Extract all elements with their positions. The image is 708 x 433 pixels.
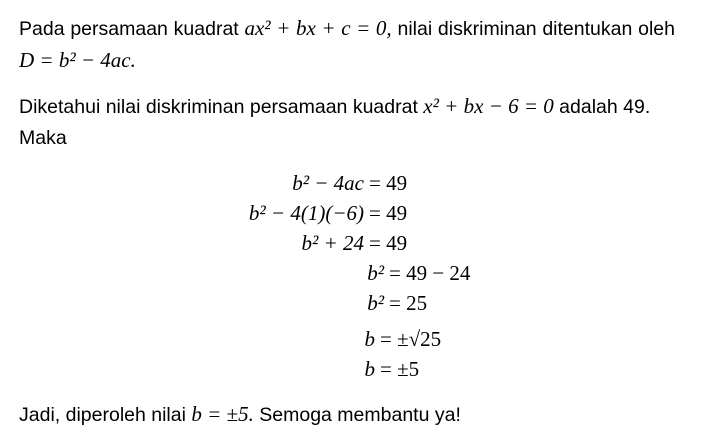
equation-rhs: = ±5 [380, 357, 420, 381]
equation-step [0, 324, 708, 354]
given-text-after: adalah 49. Maka [19, 96, 651, 149]
equation-rhs: = 49 [369, 231, 408, 255]
conclusion-text-before: Jadi, diperoleh nilai [19, 404, 186, 426]
equation-lhs: b² + 24 [301, 231, 364, 255]
equation-rhs: = 49 [369, 201, 408, 225]
equation-lhs: b [364, 327, 375, 351]
equation-lhs: b² [367, 291, 384, 315]
equation-lhs: b² [367, 261, 384, 285]
equation-rhs: = 49 − 24 [389, 261, 471, 285]
intro-paragraph [19, 13, 675, 77]
conclusion-paragraph [19, 399, 675, 431]
intro-text-before: Pada persamaan kuadrat [19, 18, 239, 40]
equation-lhs: b² − 4(1)(−6) [248, 201, 364, 225]
given-equation: x² + bx − 6 = 0 [423, 94, 554, 118]
intro-text-after: nilai diskriminan ditentukan oleh [397, 18, 675, 40]
conclusion-text-after: Semoga membantu ya! [259, 404, 461, 426]
equation-step [0, 198, 708, 228]
given-text-before: Diketahui nilai diskriminan persamaan kuadrat [19, 96, 418, 118]
equation-rhs: = 25 [389, 291, 428, 315]
intro-quadratic-equation: ax² + bx + c = 0, [244, 16, 392, 40]
given-paragraph [19, 91, 675, 154]
conclusion-result: b = ±5. [191, 402, 254, 426]
equation-rhs: = 49 [369, 171, 408, 195]
equation-lhs: b [364, 357, 375, 381]
equation-lhs: b² − 4ac [292, 171, 364, 195]
equation-step [0, 258, 708, 288]
equation-step [0, 288, 708, 318]
equation-step [0, 354, 708, 384]
equation-step [0, 168, 708, 198]
equation-step [0, 228, 708, 258]
equation-rhs: = ±√25 [380, 327, 442, 351]
discriminant-formula: D = b² − 4ac. [19, 48, 136, 72]
